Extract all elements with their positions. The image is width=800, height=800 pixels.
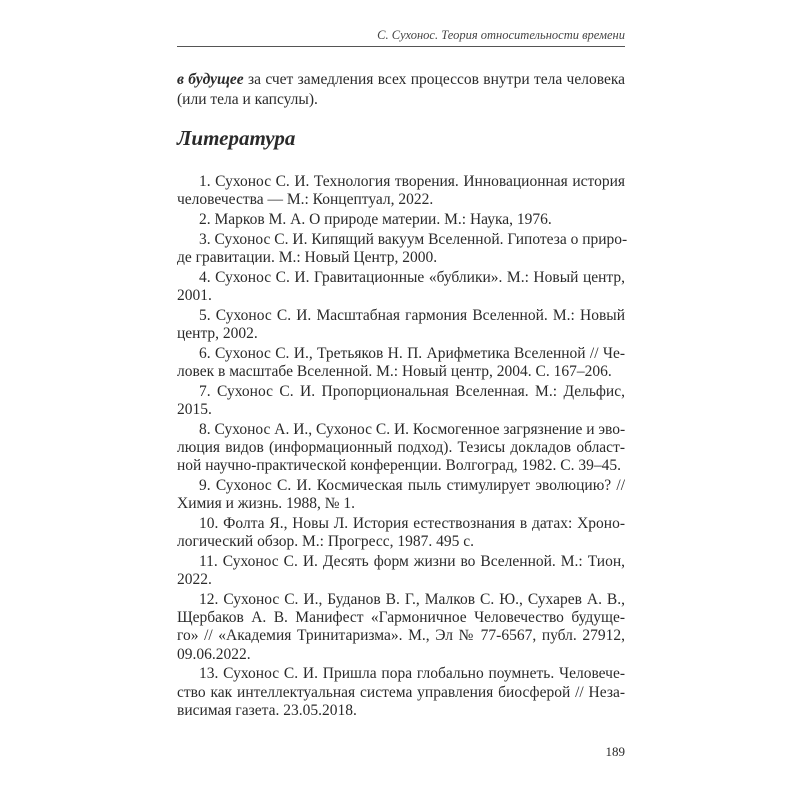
reference-item bbox=[177, 515, 625, 552]
reference-line: люция видов (информационный подход). Тезисы докладов област- bbox=[177, 438, 625, 456]
reference-line: 12. Сухонос С. И., Буданов В. Г., Малков С. Ю., Сухарев А. В., bbox=[199, 590, 625, 608]
intro-line bbox=[177, 70, 625, 90]
reference-line: логический обзор. М.: Прогресс, 1987. 495 с. bbox=[177, 533, 475, 551]
reference-line: 11. Сухонос С. И. Десять форм жизни во Вселенной. М.: Тион, bbox=[199, 552, 625, 570]
reference-line: 9. Сухонос С. И. Космическая пыль стимулирует эволюцию? // bbox=[199, 476, 625, 494]
reference-item bbox=[177, 421, 625, 476]
reference-item bbox=[177, 345, 625, 382]
reference-line: 7. Сухонос С. И. Пропорциональная Вселенная. М.: Дельфис, bbox=[199, 382, 625, 400]
reference-line: 8. Сухонос А. И., Сухонос С. И. Космогенное загрязнение и эво- bbox=[199, 420, 626, 438]
reference-item bbox=[177, 477, 625, 514]
reference-item bbox=[177, 269, 625, 306]
reference-item bbox=[177, 383, 625, 420]
reference-item bbox=[177, 211, 625, 229]
reference-line: ловек в масштабе Вселенной. М.: Новый центр, 2004. С. 167–206. bbox=[177, 362, 612, 380]
reference-line: Щербаков А. В. Манифест «Гармоничное Человечество будуще- bbox=[177, 609, 625, 627]
reference-list bbox=[177, 173, 628, 722]
intro-line: (или тела и капсулы). bbox=[177, 91, 318, 108]
reference-line: висимая газета. 23.05.2018. bbox=[177, 702, 357, 719]
intro-paragraph bbox=[177, 70, 625, 110]
reference-line: 2022. bbox=[177, 571, 212, 589]
intro-text: за счет замедления всех процессов внутри тела человека bbox=[243, 71, 625, 88]
reference-line: 5. Сухонос С. И. Масштабная гармония Вселенной. М.: Новый bbox=[199, 306, 625, 324]
reference-line: 1. Сухонос С. И. Технология творения. Инновационная история bbox=[199, 173, 625, 190]
reference-line: ство как интеллектуальная система управления биосферой // Неза- bbox=[177, 683, 625, 701]
reference-line: ной научно-практической конференции. Волгоград, 1982. С. 39–45. bbox=[177, 457, 621, 475]
reference-item bbox=[177, 591, 625, 664]
reference-line: 09.06.2022. bbox=[177, 645, 251, 663]
reference-line: 6. Сухонос С. И., Третьяков Н. П. Арифметика Вселенной // Че- bbox=[199, 344, 625, 362]
header-rule bbox=[177, 46, 625, 47]
reference-line: 4. Сухонос С. И. Гравитационные «бублики». М.: Новый центр, bbox=[199, 268, 625, 286]
reference-line: 2015. bbox=[177, 400, 212, 418]
reference-line: Химия и жизнь. 1988, № 1. bbox=[177, 495, 356, 513]
section-heading: Литература bbox=[177, 126, 296, 150]
reference-line: 2. Марков М. А. О природе материи. М.: Наука, 1976. bbox=[199, 210, 552, 228]
reference-line: го» // «Академия Тринитаризма». М., Эл № 77-6567, публ. 27912, bbox=[177, 627, 625, 645]
reference-line: 2001. bbox=[177, 286, 212, 304]
reference-line: человечества — М.: Концептуал, 2022. bbox=[177, 191, 434, 209]
page-number: 189 bbox=[605, 744, 625, 759]
running-head: С. Сухонос. Теория относительности времени bbox=[377, 28, 625, 42]
reference-line: 3. Сухонос С. И. Кипящий вакуум Вселенной. Гипотеза о приро- bbox=[199, 230, 628, 248]
emphasis-text: в будущее bbox=[177, 71, 244, 88]
reference-line: центр, 2002. bbox=[177, 324, 258, 342]
reference-item bbox=[177, 230, 628, 268]
reference-line: 13. Сухонос С. И. Пришла пора глобально поумнеть. Человече- bbox=[199, 665, 625, 683]
reference-line: де гравитации. М.: Новый Центр, 2000. bbox=[177, 248, 438, 266]
reference-item bbox=[177, 665, 625, 720]
reference-item bbox=[177, 307, 625, 344]
reference-line: 10. Фолта Я., Новы Л. История естествознания в датах: Хроно- bbox=[199, 514, 625, 532]
reference-item bbox=[177, 173, 625, 210]
book-page bbox=[177, 0, 628, 800]
reference-item bbox=[177, 553, 625, 590]
